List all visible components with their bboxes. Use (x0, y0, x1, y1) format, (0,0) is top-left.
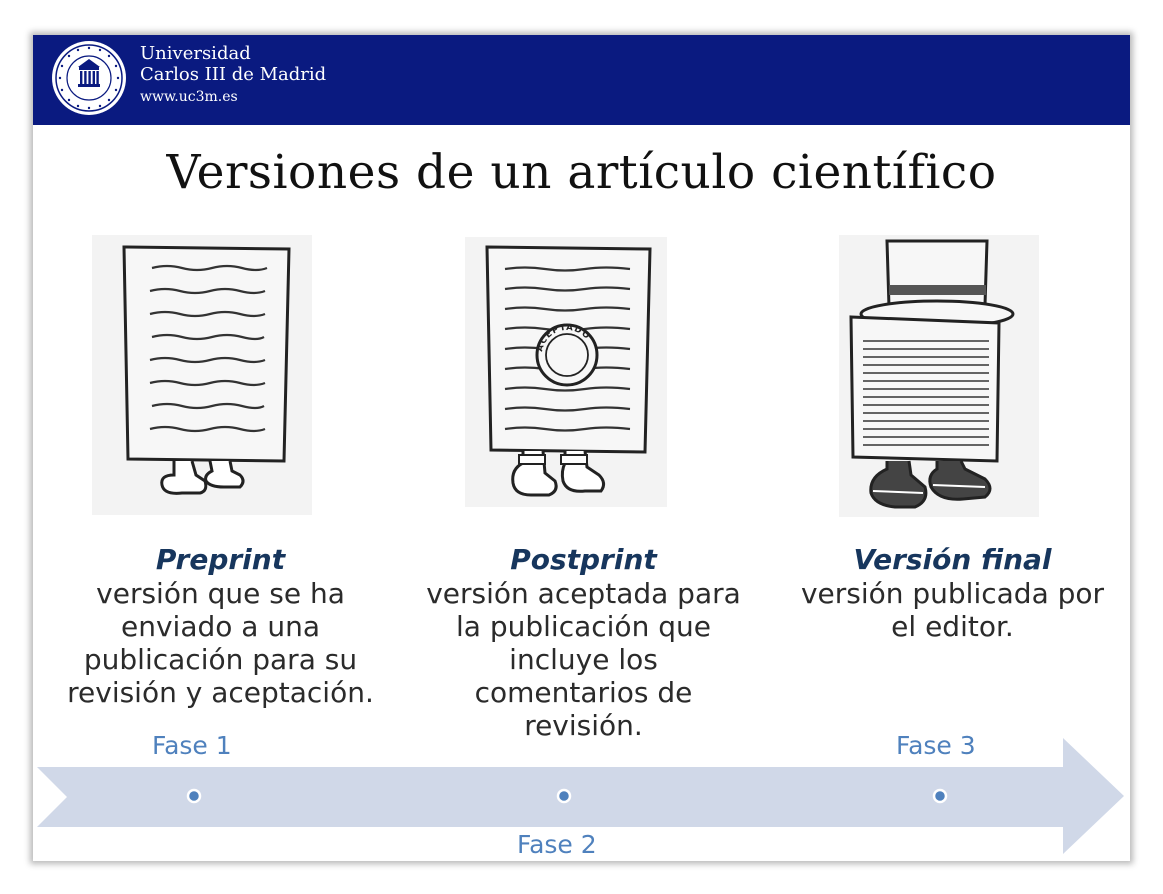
phase-2-label: Fase 2 (517, 830, 597, 859)
phase-3-label: Fase 3 (896, 731, 976, 760)
postprint-desc-line: incluye los (509, 643, 658, 676)
final-version-desc-line: versión publicada por (800, 577, 1105, 610)
slide (33, 35, 1130, 861)
university-website: www.uc3m.es (140, 89, 238, 105)
final-version-caption (775, 543, 1130, 643)
timeline-dot (558, 790, 570, 802)
postprint-title: Postprint (510, 543, 657, 576)
postprint-desc-line: la publicación que (456, 610, 711, 643)
timeline-dot (188, 790, 200, 802)
preprint-desc-line: versión que se ha (96, 577, 345, 610)
university-text (140, 43, 326, 108)
postprint-desc-line: comentarios de (474, 676, 693, 709)
postprint-illustration (465, 237, 667, 507)
university-name-line2: Carlos III de Madrid (140, 64, 327, 85)
preprint-desc-line: publicación para su (83, 643, 358, 676)
preprint-illustration (92, 235, 312, 515)
phase-1-label: Fase 1 (152, 731, 232, 760)
header-bar (33, 35, 1130, 125)
final-version-title: Versión final (853, 543, 1052, 576)
postprint-desc-line: revisión. (524, 709, 643, 742)
final-version-illustration (839, 235, 1039, 517)
slide-title: Versiones de un artículo científico (166, 145, 997, 200)
preprint-desc-line: enviado a una (121, 610, 320, 643)
timeline-dot (934, 790, 946, 802)
preprint-desc-line: revisión y aceptación. (67, 676, 374, 709)
postprint-desc-line: versión aceptada para (426, 577, 741, 610)
postprint-caption (401, 543, 766, 742)
preprint-title: Preprint (155, 543, 286, 576)
preprint-caption (33, 543, 408, 709)
university-seal-logo (50, 39, 128, 117)
stamp-text: ACEPTADO (535, 322, 593, 353)
final-version-desc-line: el editor. (891, 610, 1014, 643)
university-name-line1: Universidad (140, 43, 251, 64)
